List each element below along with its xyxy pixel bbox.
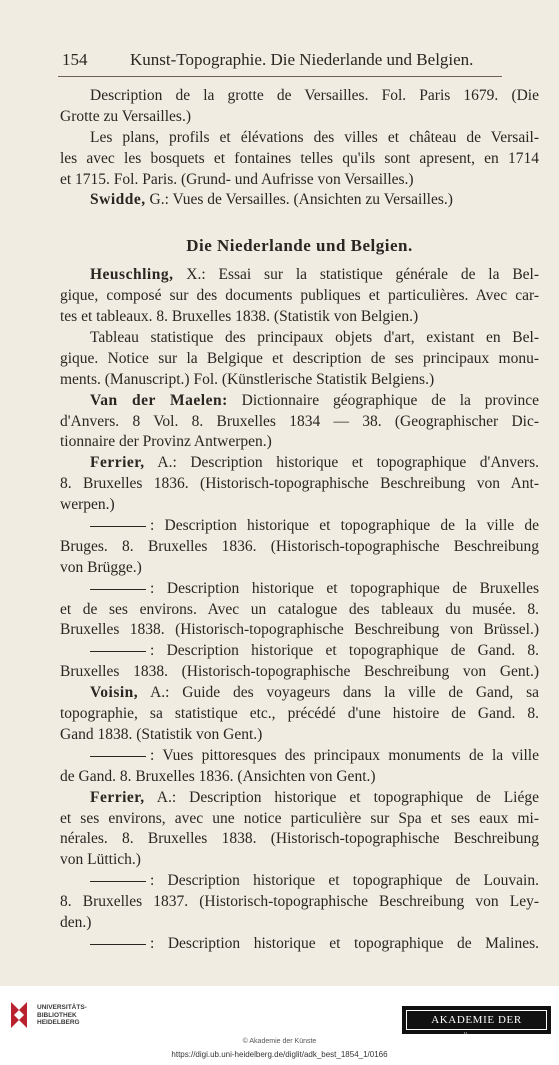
text-line: et de ses environs. Avec un catalogue des tableaux du musée. 8.	[60, 600, 539, 618]
author-name: Heuschling,	[90, 266, 174, 284]
ditto-dash	[90, 944, 146, 945]
dash-entry-bruxelles	[60, 579, 539, 600]
logo-text	[37, 1004, 87, 1027]
text-line: Description de la grotte de Versailles. Fol. Paris 1679. (Die	[90, 87, 539, 104]
text-line: 8. Bruxelles 1836. (Historisch-topographische Beschreibung von Ant-	[60, 475, 539, 493]
text-line: Bruxelles 1838. (Historisch-topographische Beschreibung von Gent.)	[60, 663, 539, 681]
dash-entry-bruges	[60, 516, 539, 537]
entry-van-der-maelen	[60, 391, 539, 412]
running-header	[62, 48, 500, 72]
entry-text: : Description historique et topographique de Bruxelles	[150, 579, 539, 597]
text-line: werpen.)	[60, 496, 115, 514]
dash-entry-louvain	[60, 871, 539, 892]
ditto-dash	[90, 651, 146, 652]
entry-text: G.: Vues de Versailles. (Ansichten zu Versailles.)	[149, 191, 453, 209]
entry-text: : Description historique et topographique de Malines.	[150, 934, 539, 952]
text-line: Gand 1838. (Statistik von Gent.)	[60, 725, 263, 743]
dash-entry-vues-gand	[60, 746, 539, 767]
entry-text: : Description historique et topographique de Gand. 8.	[150, 642, 539, 660]
entry-text: : Description historique et topographique de Louvain.	[150, 872, 539, 890]
logo-line: UNIVERSITÄTS-	[37, 1004, 87, 1011]
logo-line: BIBLIOTHEK	[37, 1011, 77, 1019]
author-name: Ferrier,	[90, 788, 145, 806]
entry-voisin	[60, 683, 539, 704]
entry-text: : Description historique et topographique de la ville de	[150, 517, 539, 535]
text-line: topographie, sa statistique etc., précédé d'une histoire de Gand. 8.	[60, 705, 539, 723]
logo-line: HEIDELBERG	[37, 1019, 80, 1026]
university-library-logo[interactable]	[7, 1000, 127, 1036]
viewer-footer	[0, 986, 559, 1065]
text-line: von Lüttich.)	[60, 851, 141, 869]
text-line: et 1715. Fol. Paris. (Grund- und Aufrisse von Versailles.)	[60, 170, 414, 188]
author-name: Voisin,	[90, 684, 139, 702]
copyright-notice: © Akademie der Künste	[242, 1038, 317, 1045]
running-title: Kunst-Topographie. Die Niederlande und Belgien.	[130, 50, 474, 69]
entry-text: A.: Description historique et topographique d'Anvers.	[157, 454, 539, 472]
author-name: Swidde,	[90, 191, 146, 209]
entry-ferrier-liege	[60, 788, 539, 809]
text-line: gique, composé sur des documents publiques et particulières. Avec car-	[60, 287, 539, 305]
text-line: ments. (Manuscript.) Fol. (Künstlerische Statistik Belgiens.)	[60, 370, 435, 388]
text-line: les avec les bosquets et fontaines telles qu'ils sont apresent, en 1714	[60, 149, 539, 167]
text-line: 8. Bruxelles 1837. (Historisch-topographische Beschreibung von Ley-	[60, 893, 539, 911]
text-line: nérales. 8. Bruxelles 1838. (Historisch-topographische Beschreibung	[60, 830, 539, 848]
ditto-dash	[90, 756, 146, 757]
text-line: tes et tableaux. 8. Bruxelles 1838. (Statistik von Belgien.)	[60, 308, 419, 326]
text-line: Tableau statistique des principaux objets d'art, existant en Bel-	[90, 329, 539, 347]
dash-entry-malines	[60, 934, 539, 955]
section-heading: Die Niederlande und Belgien.	[186, 236, 413, 256]
text-line: et ses environs, avec une notice particulière sur Spa et ses eaux mi-	[60, 809, 539, 827]
author-name: Ferrier,	[90, 454, 145, 472]
author-name: Van der Maelen:	[90, 391, 228, 409]
text-line: de Gand. 8. Bruxelles 1836. (Ansichten von Gent.)	[60, 767, 376, 785]
akademie-badge[interactable]	[402, 1006, 551, 1044]
text-line: Les plans, profils et élévations des villes et château de Versail-	[90, 128, 539, 146]
ditto-dash	[90, 589, 146, 590]
page-body	[60, 86, 539, 955]
text-line: Bruxelles 1838. (Historisch-topographische Beschreibung von Brüssel.)	[60, 621, 539, 639]
dash-entry-gand	[60, 641, 539, 662]
header-rule	[58, 76, 502, 77]
ditto-dash	[90, 526, 146, 527]
ditto-dash	[90, 881, 146, 882]
library-logo-icon	[7, 1000, 31, 1030]
entry-text: : Vues pittoresques des principaux monuments de la ville	[150, 746, 539, 764]
entry-text: A.: Description historique et topographique de Liége	[156, 788, 539, 806]
text-line: d'Anvers. 8 Vol. 8. Bruxelles 1834 — 38. (Geographischer Dic-	[60, 412, 539, 430]
entry-text: Dictionnaire géographique de la province	[241, 391, 540, 409]
entry-heuschling	[60, 265, 539, 286]
entry-text: X.: Essai sur la statistique générale de la Bel-	[186, 266, 540, 284]
text-line: gique. Notice sur la Belgique et description de ses principaux monu-	[60, 349, 539, 367]
text-line: Bruges. 8. Bruxelles 1836. (Historisch-topographische Beschreibung	[60, 537, 539, 555]
entry-text: A.: Guide des voyageurs dans la ville de Gand, sa	[150, 684, 539, 702]
page-number: 154	[62, 50, 88, 69]
entry-swidde	[60, 190, 539, 211]
text-line: von Brügge.)	[60, 558, 142, 576]
text-line: den.)	[60, 913, 92, 931]
text-line: Grotte zu Versailles.)	[60, 107, 191, 125]
text-line: tionnaire der Provinz Antwerpen.)	[60, 433, 272, 451]
permalink[interactable]: https://digi.ub.uni-heidelberg.de/diglit/adk_best_1854_1/0166	[171, 1050, 388, 1059]
entry-ferrier-anvers	[60, 453, 539, 474]
badge-label: AKADEMIE DER KÜNSTE	[406, 1010, 547, 1030]
